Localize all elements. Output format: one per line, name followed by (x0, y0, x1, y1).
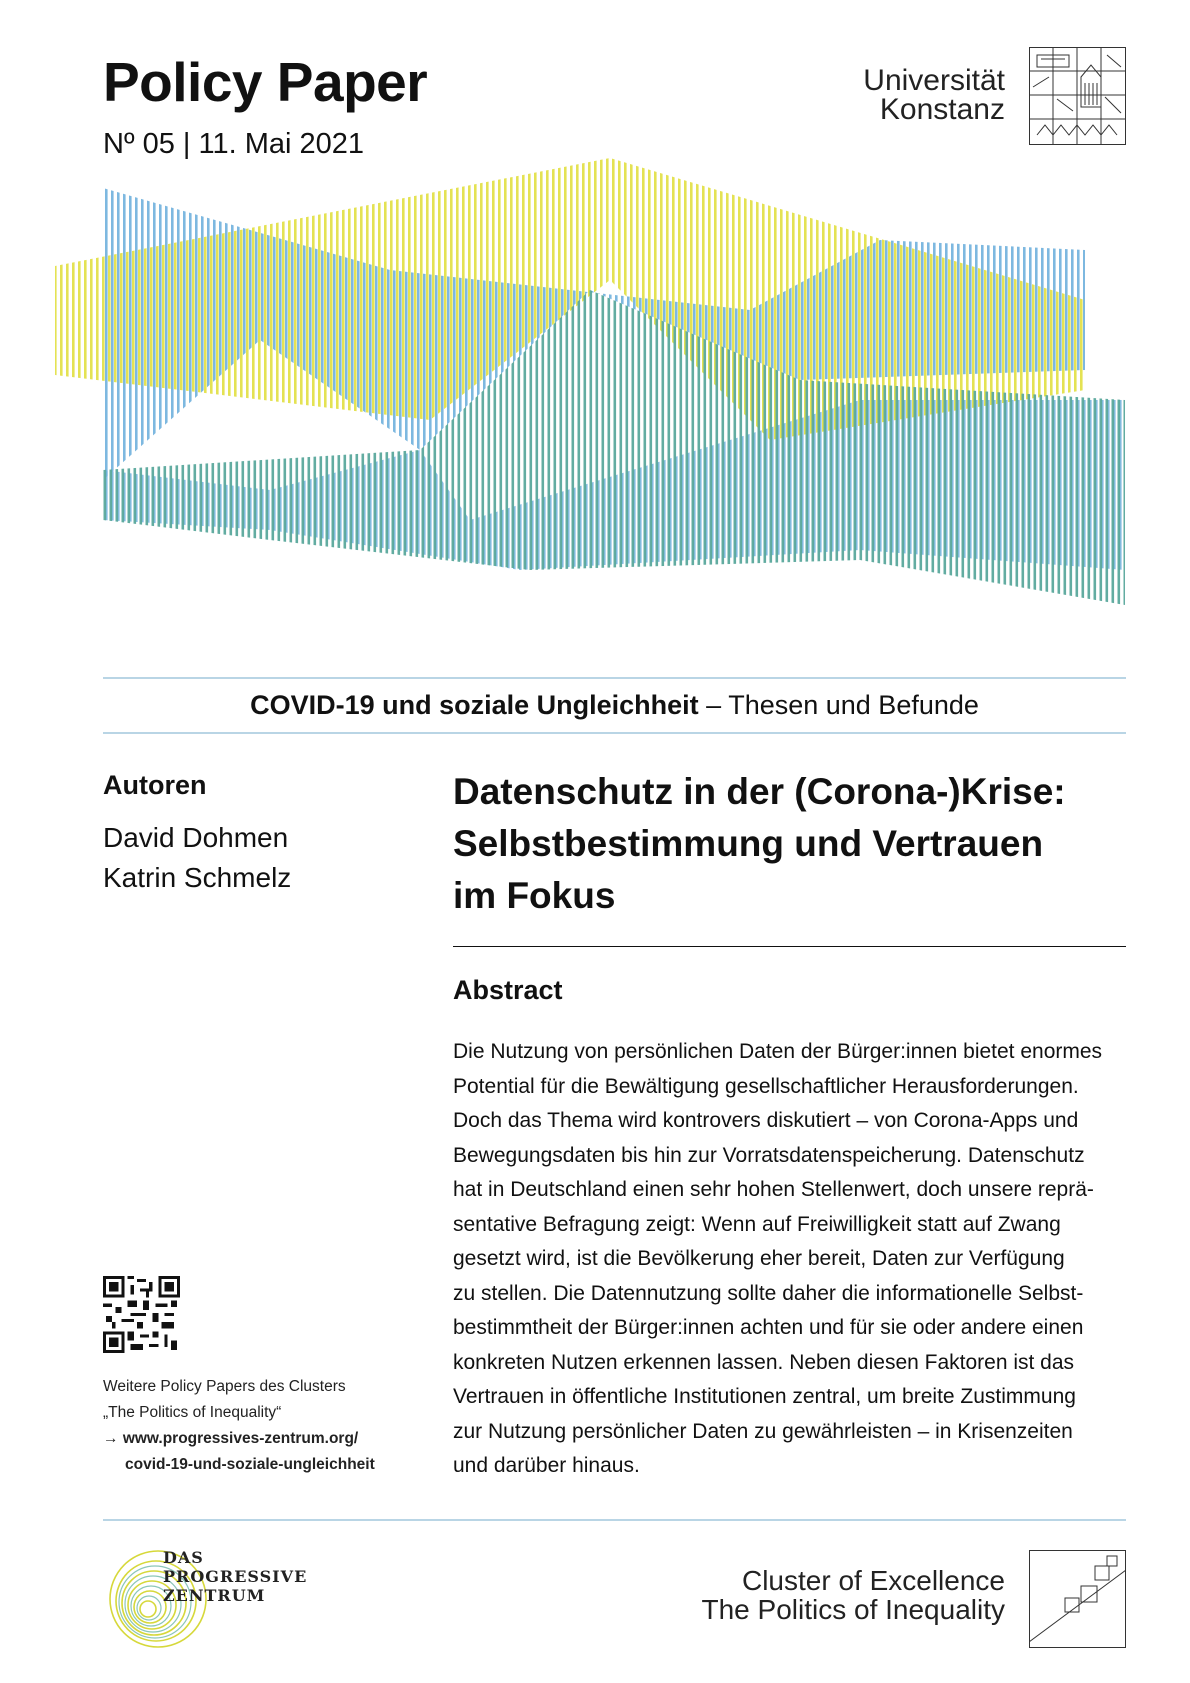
abstract-line: hat in Deutschland einen sehr hohen Stellenwert, doch unsere reprä- (453, 1178, 1094, 1201)
article-title (453, 766, 1133, 922)
more-papers-link[interactable] (103, 1426, 375, 1452)
abstract-line: Bewegungsdaten bis hin zur Vorratsdatenspeicherung. Datenschutz (453, 1143, 1085, 1167)
dpz-line: DAS (163, 1548, 204, 1567)
article-title-line: im Fokus (453, 875, 616, 916)
article-title-line: Datenschutz in der (Corona-)Krise: (453, 771, 1066, 812)
more-papers-note (103, 1374, 375, 1478)
rule-top (103, 677, 1126, 679)
title-divider (453, 946, 1126, 947)
qr-code[interactable] (103, 1276, 180, 1353)
abstract-line: Potential für die Bewältigung gesellschaftlicher Herausforderungen. (453, 1074, 1079, 1098)
dpz-line: PROGRESSIVE (163, 1567, 308, 1586)
author-name: Katrin Schmelz (103, 862, 292, 893)
abstract-body (453, 1035, 1133, 1484)
dpz-line: ZENTRUM (163, 1586, 266, 1605)
arrow-right-icon: → (103, 1430, 119, 1447)
cluster-line2: The Politics of Inequality (701, 1594, 1005, 1625)
abstract-line: sentative Befragung zeigt: Wenn auf Freiwilligkeit statt auf Zwang (453, 1212, 1061, 1236)
article-title-line: Selbstbestimmung und Vertrauen (453, 823, 1044, 864)
series-heading (103, 690, 1126, 721)
university-name-line2: Konstanz (879, 93, 1005, 126)
abstract-line: bestimmtheit der Bürger:innen achten und für sie oder andere einen (453, 1316, 1084, 1339)
more-papers-url[interactable]: www.progressives-zentrum.org/ (122, 1430, 359, 1447)
cluster-logo (1029, 1550, 1126, 1648)
doc-type-title: Policy Paper (103, 51, 428, 113)
authors-heading: Autoren (103, 770, 207, 800)
rule-footer (103, 1519, 1126, 1521)
abstract-line: Vertrauen in öffentliche Institutionen zentral, um breite Zustimmung (453, 1385, 1076, 1408)
abstract-line: gesetzt wird, ist die Bevölkerung eher bereit, Daten zur Verfügung (453, 1247, 1065, 1270)
more-papers-line2: „The Politics of Inequality“ (103, 1404, 282, 1421)
series-subtitle: – Thesen und Befunde (698, 690, 979, 720)
author-name: David Dohmen (103, 822, 289, 853)
dpz-wordmark (163, 1548, 307, 1605)
abstract-line: zur Nutzung persönlicher Daten zu gewährleisten – in Krisenzeiten (453, 1419, 1073, 1443)
abstract-line: Die Nutzung von persönlichen Daten der Bürger:innen bietet enormes (453, 1040, 1103, 1063)
hero-graphic (0, 150, 1190, 660)
rule-series-bottom (103, 732, 1126, 734)
cluster-line1: Cluster of Excellence (741, 1565, 1005, 1596)
university-name (840, 66, 1005, 124)
abstract-line: Doch das Thema wird kontrovers diskutiert – von Corona-Apps und (453, 1109, 1079, 1132)
cluster-name (640, 1566, 1005, 1624)
university-konstanz-logo (1029, 47, 1126, 145)
abstract-line: zu stellen. Die Datennutzung sollte daher die informationelle Selbst- (453, 1281, 1084, 1305)
abstract-line: und darüber hinaus. (453, 1454, 640, 1477)
more-papers-url-cont[interactable]: covid-19-und-soziale-ungleichheit (125, 1456, 375, 1473)
abstract-line: konkreten Nutzen erkennen lassen. Neben diesen Faktoren ist das (453, 1350, 1075, 1374)
issue-date: Nº 05 | 11. Mai 2021 (103, 128, 365, 160)
university-name-line1: Universität (863, 64, 1005, 97)
series-title: COVID-19 und soziale Ungleichheit (250, 690, 699, 720)
more-papers-line1: Weitere Policy Papers des Clusters (103, 1378, 346, 1395)
abstract-heading: Abstract (453, 975, 563, 1005)
